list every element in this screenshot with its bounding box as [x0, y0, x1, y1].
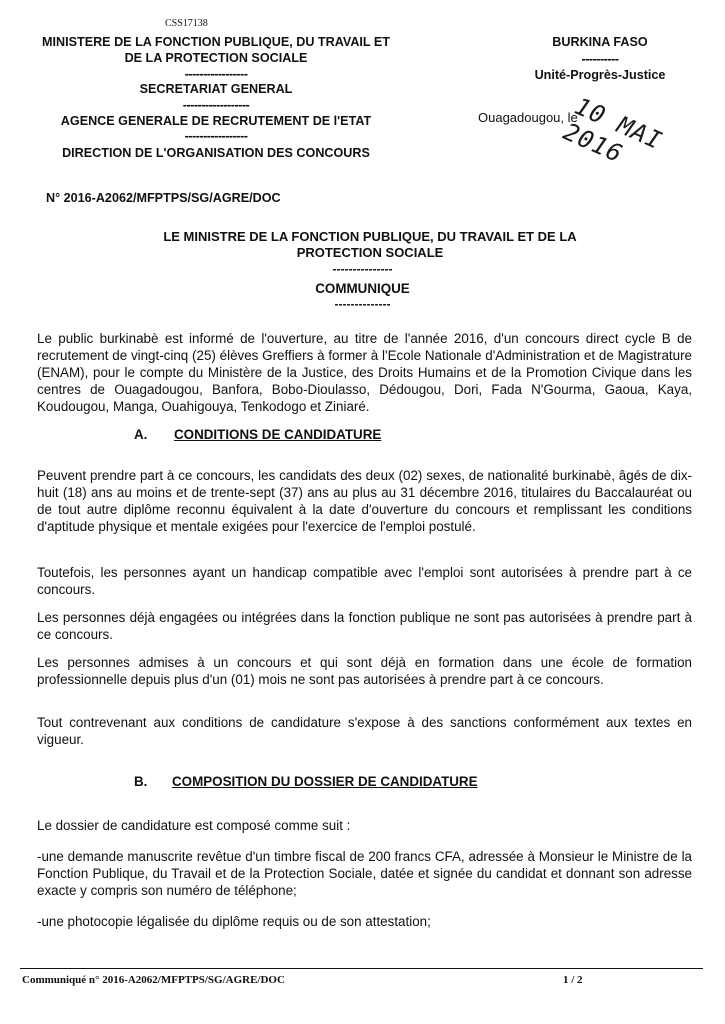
- footer-rule: [20, 968, 703, 969]
- ministry-line-1: MINISTERE DE LA FONCTION PUBLIQUE, DU TRAVAIL ET: [42, 35, 390, 49]
- header-separator-2: ------------------: [182, 98, 250, 112]
- title-separator-2: --------------: [334, 297, 391, 311]
- header-separator-1: -----------------: [184, 67, 248, 81]
- section-b-title: [172, 774, 478, 789]
- section-a-letter: A.: [134, 427, 148, 442]
- footer-reference: Communiqué n° 2016-A2062/MFPTPS/SG/AGRE/DOC: [22, 974, 285, 986]
- ministry-line-2: DE LA PROTECTION SOCIALE: [124, 51, 308, 65]
- section-a-title: [174, 427, 381, 442]
- section-b-item: -une photocopie légalisée du diplôme requis ou de son attestation;: [37, 914, 431, 929]
- document-reference-number: N° 2016-A2062/MFPTPS/SG/AGRE/DOC: [46, 191, 281, 205]
- page-number: 1 / 2: [563, 974, 583, 986]
- communique-heading: COMMUNIQUE: [315, 281, 410, 296]
- country-name: BURKINA FASO: [552, 35, 648, 49]
- scan-reference-code: CSS17138: [165, 18, 208, 29]
- section-a-paragraph: Toutefois, les personnes ayant un handicap compatible avec l'emploi sont autorisées à prendre part à ce concours.: [37, 565, 692, 597]
- section-b-title-text: COMPOSITION DU DOSSIER DE CANDIDATURE: [172, 774, 478, 789]
- section-a-paragraph: Tout contrevenant aux conditions de candidature s'expose à des sanctions conformément aux textes en vigueur.: [37, 715, 692, 747]
- section-a-paragraph: Les personnes déjà engagées ou intégrées dans la fonction publique ne sont pas autorisées à prendre part à ce concours.: [37, 610, 692, 642]
- national-motto: Unité-Progrès-Justice: [534, 68, 666, 82]
- place-label: Ouagadougou, le: [478, 110, 578, 125]
- section-a-paragraph: Les personnes admises à un concours et qui sont déjà en formation dans une école de formation professionnelle depuis plus d'un (01) mois ne sont pas autorisées à prendre part à ce concours.: [37, 655, 692, 687]
- intro-paragraph: Le public burkinabè est informé de l'ouverture, au titre de l'année 2016, d'un concours direct cycle B de recrutement de vingt-cinq (25) élèves Greffiers à former à l'Ecole Nationale d'Administration et de Magistrature (ENAM), pour le compte du Ministère de la Justice, des Droits Humains et de la Promotion Civique dans les centres de Ouagadougou, Banfora, Bobo-Dioulasso, Dédougou, Dori, Fada N'Gourma, Gaoua, Kaya, Koudougou, Manga, Ouahigouya, Tenkodogo et Ziniaré.: [37, 331, 692, 414]
- section-b-intro: Le dossier de candidature est composé comme suit :: [37, 818, 351, 833]
- handwritten-date-stamp: 10 MAI 2016: [559, 92, 667, 169]
- header-separator-3: -----------------: [184, 129, 248, 143]
- country-separator: ----------: [581, 52, 619, 66]
- recruitment-agency: AGENCE GENERALE DE RECRUTEMENT DE l'ETAT: [60, 114, 372, 128]
- title-line-2: PROTECTION SOCIALE: [296, 245, 444, 260]
- title-separator-1: ---------------: [332, 262, 393, 276]
- document-title: [100, 229, 640, 261]
- section-b-item: -une demande manuscrite revêtue d'un timbre fiscal de 200 francs CFA, adressée à Monsieur le Ministre de la Fonction Publique, du Travail et de la Protection Sociale, datée et signée du candidat et donnant son adresse exacte y compris son numéro de téléphone;: [37, 849, 692, 898]
- contest-direction: DIRECTION DE L'ORGANISATION DES CONCOURS: [62, 146, 370, 160]
- section-a-title-text: CONDITIONS DE CANDIDATURE: [174, 427, 382, 442]
- secretariat-general: SECRETARIAT GENERAL: [139, 82, 293, 96]
- section-a-paragraph: Peuvent prendre part à ce concours, les candidats des deux (02) sexes, de nationalité burkinabè, âgés de dix-huit (18) ans au moins et de trente-sept (37) ans au plus au 31 décembre 2016, titulaires du Baccalauréat ou de tout autre diplôme reconnu équivalent à la date d'ouverture du concours et remplissant les conditions d'aptitude physique et mentale exigées pour l'exercice de l'emploi postulé.: [37, 468, 692, 534]
- section-b-letter: B.: [134, 774, 148, 789]
- title-line-1: LE MINISTRE DE LA FONCTION PUBLIQUE, DU TRAVAIL ET DE LA: [163, 229, 577, 244]
